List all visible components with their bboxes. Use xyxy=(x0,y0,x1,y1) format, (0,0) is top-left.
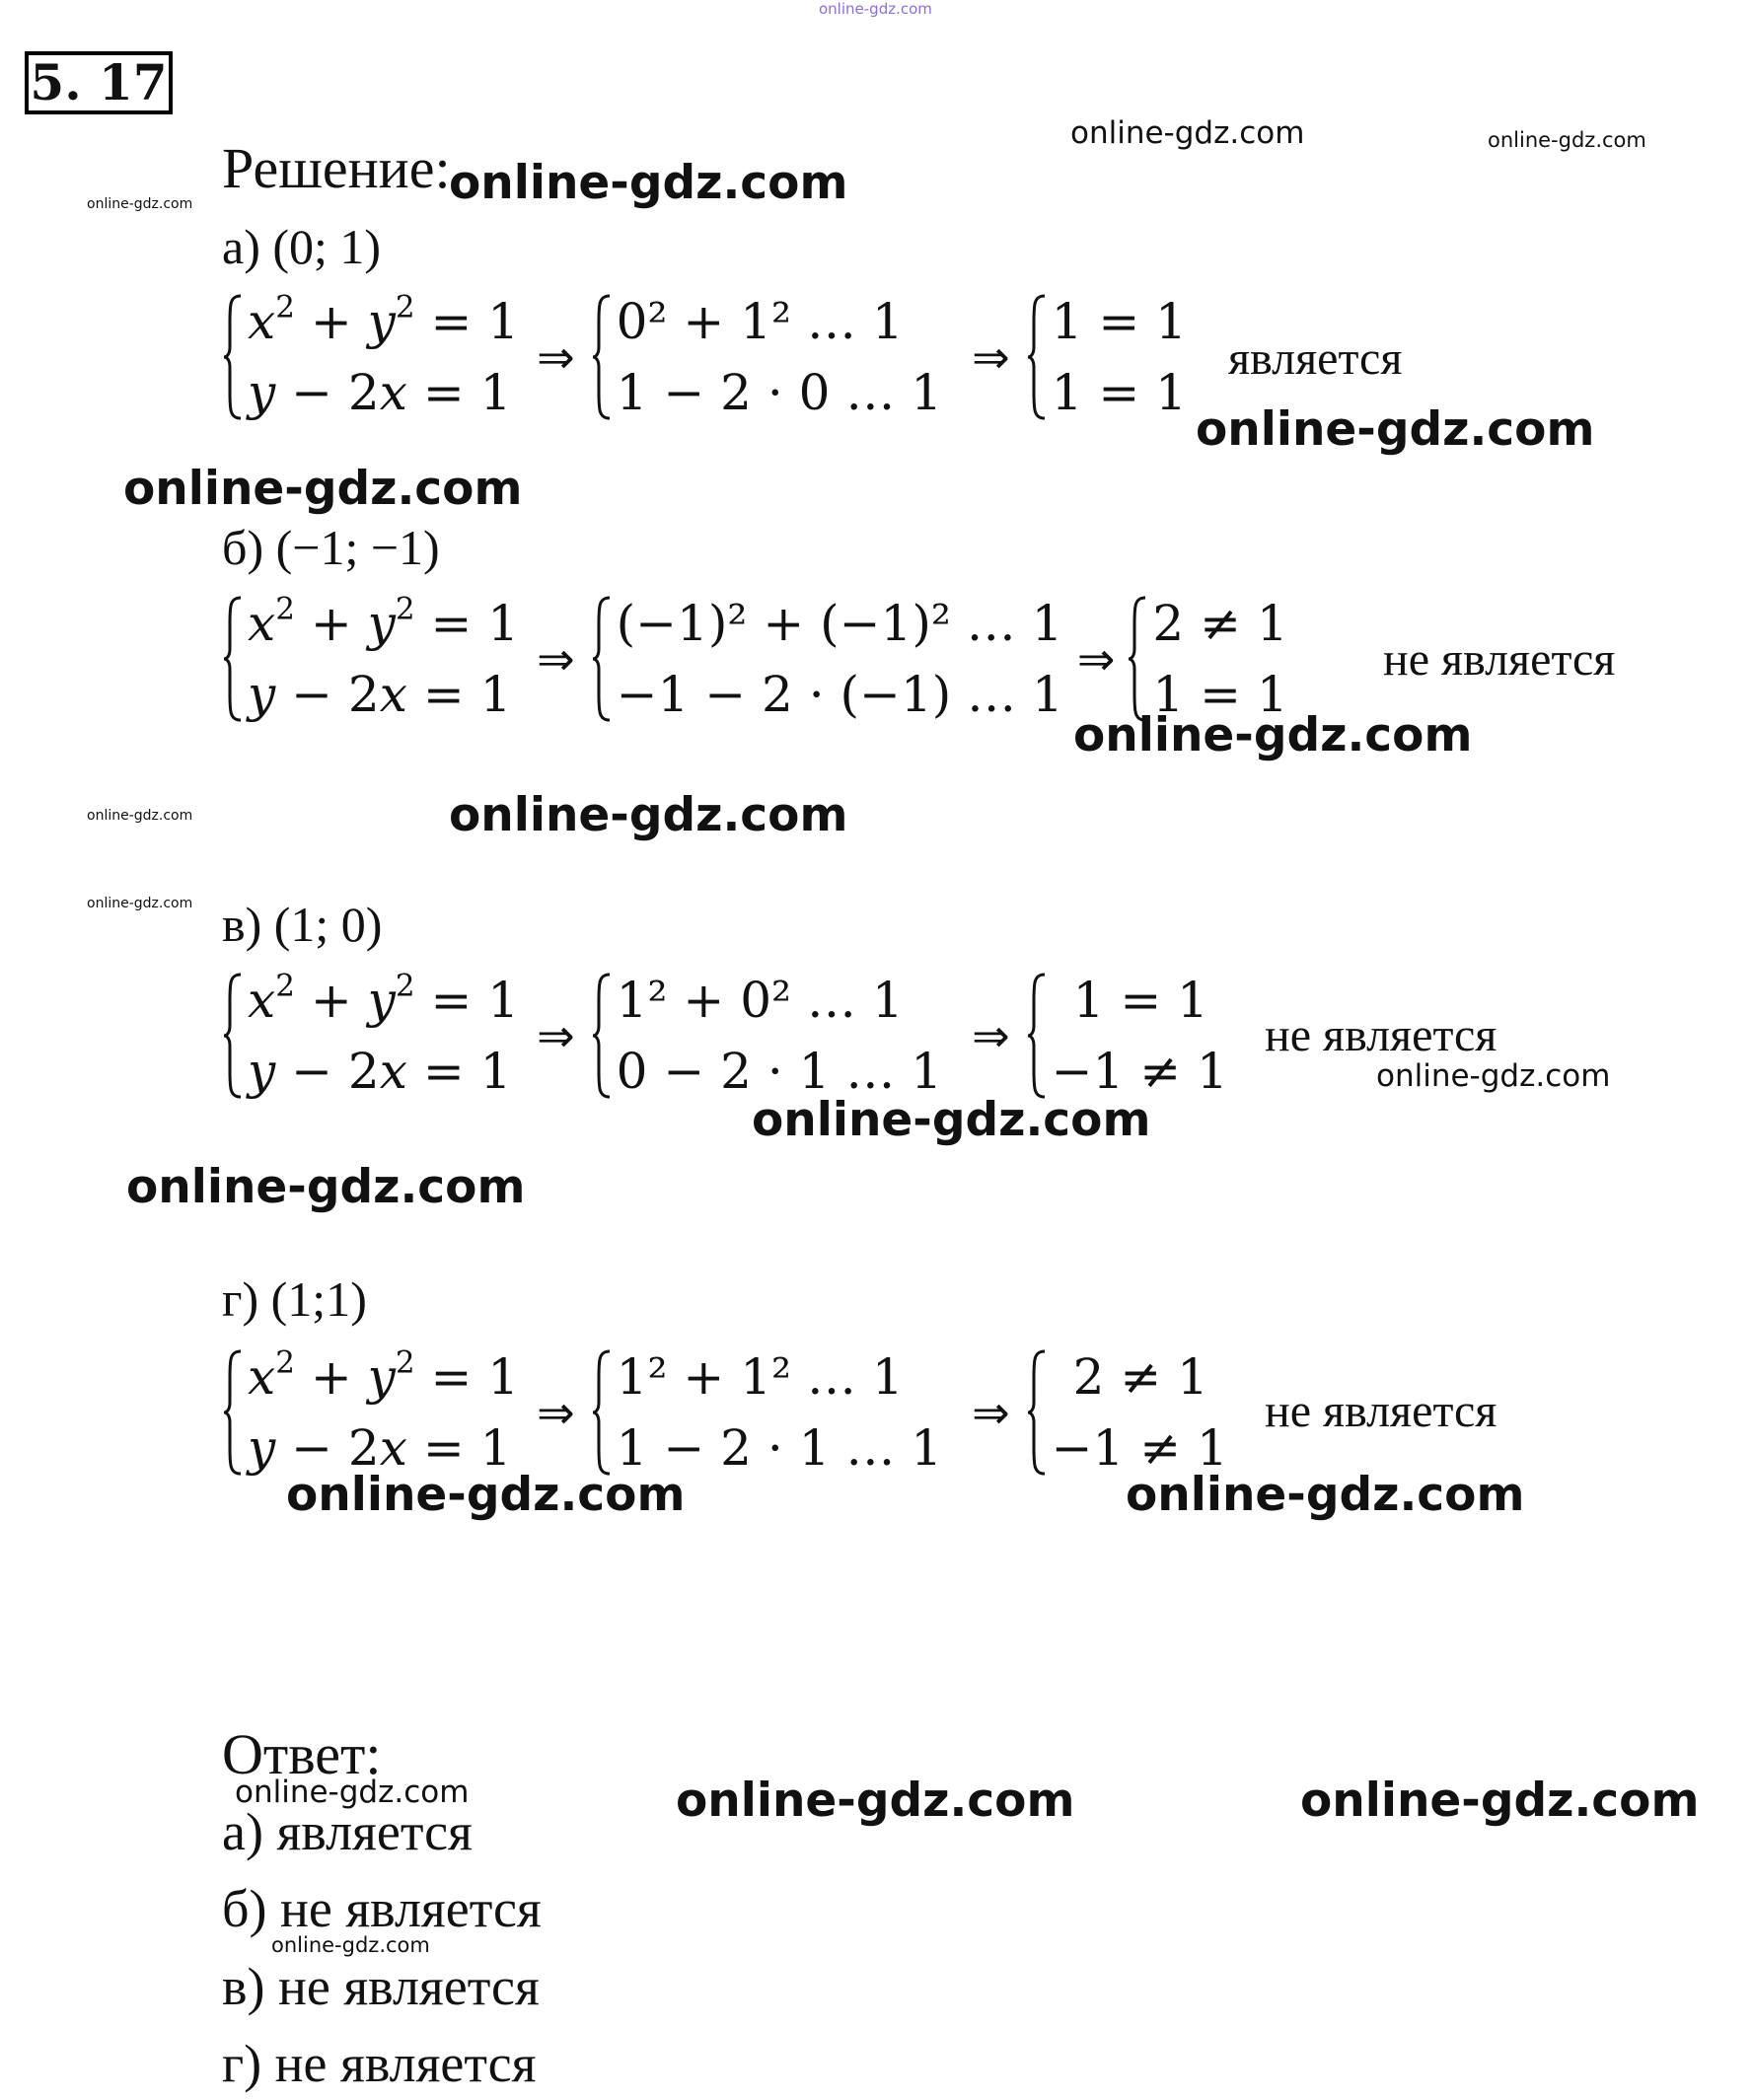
brace-icon xyxy=(222,293,244,421)
substitution-line: 0 − 2 · 1 … 1 xyxy=(616,1043,943,1100)
substitution-line: −1 − 2 · (−1) … 1 xyxy=(616,666,1063,723)
watermark: online-gdz.com xyxy=(87,896,193,911)
substitution-line: 1² + 1² … 1 xyxy=(616,1348,904,1406)
equation-2: y − 2x = 1 xyxy=(248,1043,512,1100)
result-line: 1 = 1 xyxy=(1072,972,1208,1029)
substituted-system xyxy=(617,588,1063,730)
watermark: online-gdz.com xyxy=(235,1774,470,1810)
part-c-solution xyxy=(222,965,1228,1107)
equation-1: $x^2 + y^2 = 1$ xyxy=(248,1344,520,1406)
part-c-label: в) (1; 0) xyxy=(222,897,383,952)
implies-icon: ⇒ xyxy=(537,632,575,686)
equation-2: y − 2x = 1 xyxy=(248,364,512,421)
watermark: online-gdz.com xyxy=(449,156,848,210)
original-system xyxy=(248,965,519,1107)
substituted-system xyxy=(617,965,942,1107)
watermark: online-gdz.com xyxy=(1300,1774,1700,1828)
solution-heading: Решение: xyxy=(222,136,451,200)
equation-2: y − 2x = 1 xyxy=(248,1419,512,1477)
result-system xyxy=(1052,1341,1228,1484)
equation-1: $x^2 + y^2 = 1$ xyxy=(248,591,520,652)
answer-item: в) не является xyxy=(222,1957,540,2016)
part-b-solution xyxy=(222,588,1288,730)
result-line: 1 = 1 xyxy=(1152,666,1288,723)
answer-item: б) не является xyxy=(222,1879,542,1938)
watermark: online-gdz.com xyxy=(752,1093,1151,1147)
answer-item: г) не является xyxy=(222,2034,537,2093)
part-c-verdict: не является xyxy=(1265,1009,1497,1061)
watermark: online-gdz.com xyxy=(1196,402,1595,457)
implies-icon: ⇒ xyxy=(1076,632,1116,686)
watermark: online-gdz.com xyxy=(286,1468,686,1522)
result-line: −1 ≠ 1 xyxy=(1051,1043,1228,1100)
result-system xyxy=(1152,588,1287,730)
result-line: 1 = 1 xyxy=(1051,293,1187,350)
watermark: online-gdz.com xyxy=(1073,708,1473,762)
substitution-line: 0² + 1² … 1 xyxy=(616,293,904,350)
equation-2: y − 2x = 1 xyxy=(248,666,512,723)
implies-icon: ⇒ xyxy=(537,1009,575,1062)
brace-icon xyxy=(222,1348,244,1477)
result-line: 2 ≠ 1 xyxy=(1072,1348,1208,1406)
answer-item: а) является xyxy=(222,1802,473,1861)
substitution-line: 1² + 0² … 1 xyxy=(616,972,904,1029)
watermark: online-gdz.com xyxy=(271,1933,430,1957)
equation-1: $x^2 + y^2 = 1$ xyxy=(248,968,520,1029)
brace-icon xyxy=(591,595,613,723)
problem-number: 5. 17 xyxy=(25,51,173,114)
brace-icon xyxy=(1026,972,1048,1100)
result-line: 1 = 1 xyxy=(1051,364,1187,421)
substitution-line: 1 − 2 · 0 … 1 xyxy=(616,364,943,421)
implies-icon: ⇒ xyxy=(537,1386,575,1439)
part-a-verdict: является xyxy=(1228,332,1403,385)
part-b-label: б) (−1; −1) xyxy=(222,520,440,575)
substituted-system xyxy=(617,1341,942,1484)
substituted-system xyxy=(617,286,942,428)
watermark: online-gdz.com xyxy=(449,788,848,842)
part-b-verdict: не является xyxy=(1383,633,1616,686)
watermark: online-gdz.com xyxy=(1126,1468,1525,1522)
watermark: online-gdz.com xyxy=(87,808,193,824)
brace-icon xyxy=(222,595,244,723)
equation-1: $x^2 + y^2 = 1$ xyxy=(248,289,520,350)
implies-icon: ⇒ xyxy=(972,1009,1010,1062)
brace-icon xyxy=(222,972,244,1100)
substitution-line: (−1)² + (−1)² … 1 xyxy=(616,595,1063,652)
brace-icon xyxy=(591,1348,613,1477)
watermark: online-gdz.com xyxy=(1070,115,1305,151)
original-system xyxy=(248,588,519,730)
brace-icon xyxy=(1127,595,1148,723)
result-system xyxy=(1052,286,1187,428)
result-system xyxy=(1052,965,1228,1107)
watermark: online-gdz.com xyxy=(126,1160,526,1214)
brace-icon xyxy=(591,293,613,421)
brace-icon xyxy=(1026,1348,1048,1477)
implies-icon: ⇒ xyxy=(972,330,1010,384)
original-system xyxy=(248,1341,519,1484)
part-d-verdict: не является xyxy=(1265,1385,1497,1437)
watermark: online-gdz.com xyxy=(87,196,193,212)
watermark: online-gdz.com xyxy=(1488,128,1646,152)
part-a-label: а) (0; 1) xyxy=(222,219,382,274)
part-a-solution xyxy=(222,286,1187,428)
watermark: online-gdz.com xyxy=(1376,1058,1611,1094)
part-d-label: г) (1;1) xyxy=(222,1271,367,1327)
answer-heading: Ответ: xyxy=(222,1722,382,1786)
implies-icon: ⇒ xyxy=(537,330,575,384)
original-system xyxy=(248,286,519,428)
substitution-line: 1 − 2 · 1 … 1 xyxy=(616,1419,943,1477)
watermark: online-gdz.com xyxy=(123,462,523,516)
part-d-solution xyxy=(222,1341,1228,1484)
brace-icon xyxy=(1026,293,1048,421)
watermark: online-gdz.com xyxy=(676,1774,1075,1828)
brace-icon xyxy=(591,972,613,1100)
result-line: 2 ≠ 1 xyxy=(1152,595,1288,652)
watermark-top: online-gdz.com xyxy=(819,0,932,18)
implies-icon: ⇒ xyxy=(972,1386,1010,1439)
result-line: −1 ≠ 1 xyxy=(1051,1419,1228,1477)
